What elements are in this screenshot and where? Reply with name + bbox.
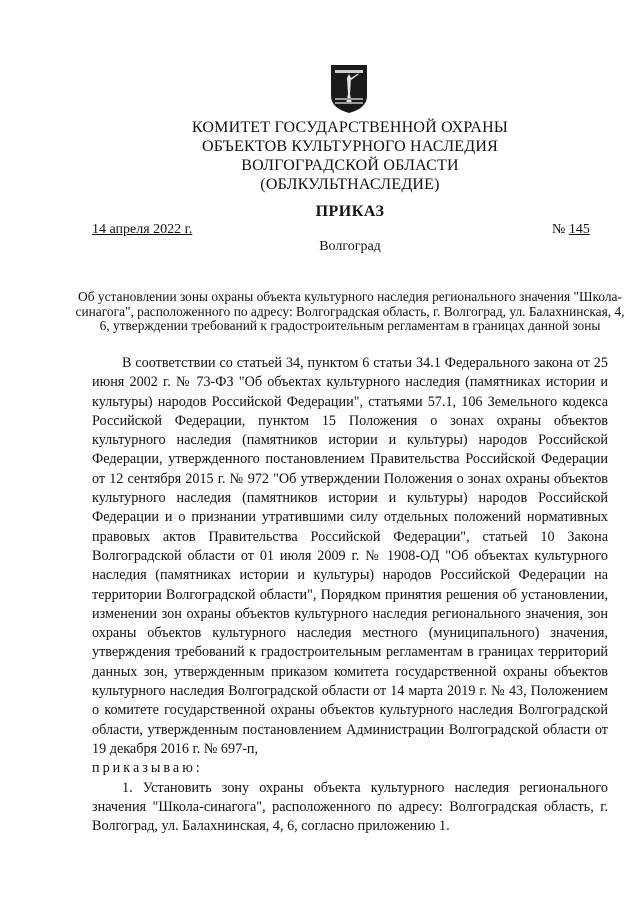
document-type: ПРИКАЗ	[315, 203, 385, 220]
order-word: приказываю:	[92, 760, 203, 777]
org-line-2: ОБЪЕКТОВ КУЛЬТУРНОГО НАСЛЕДИЯ	[201, 138, 499, 155]
organization-name	[0, 118, 640, 194]
coat-of-arms-icon	[330, 64, 368, 114]
document-number	[552, 222, 590, 238]
document-body	[92, 354, 608, 836]
number-label: №	[552, 222, 566, 237]
document-date: 14 апреля 2022 г.	[92, 222, 193, 237]
document-city: Волгоград	[319, 239, 381, 254]
item-1-paragraph: 1. Установить зону охраны объекта культурного наследия регионального значения "Школа-синагога", расположенного по адресу: Волгоградская область, г. Волгоград, ул. Балахнинская, 4, 6, согласно приложению 1.	[92, 779, 608, 835]
preamble-paragraph	[92, 354, 608, 759]
org-line-3: ВОЛГОГРАДСКОЙ ОБЛАСТИ	[241, 157, 459, 174]
order-paragraph	[92, 759, 608, 778]
org-line-1: КОМИТЕТ ГОСУДАРСТВЕННОЙ ОХРАНЫ	[191, 119, 509, 136]
number-value: 145	[568, 222, 590, 237]
org-line-4: (ОБЛКУЛЬТНАСЛЕДИЕ)	[260, 176, 440, 193]
preamble-text: В соответствии со статьей 34, пунктом 6 статьи 34.1 Федерального закона от 25 июня 2002 г. № 73-ФЗ "Об объектах культурного наследия (памятниках истории и культуры) народов Российской Федерации", статьями 57.1, 106 Земельного кодекса Российской Федерации, пунктом 15 Положения о зонах охраны объектов культурного наследия (памятников истории и культуры) народов Российской Федерации, утвержденного постановлением Правительства Российской Федерации от 12 сентября 2015 г. № 972 "Об утверждении Положения о зонах охраны объектов культурного наследия (памятников истории и культуры) народов Российской Федерации и о признании утратившими силу отдельных положений нормативных правовых актов Правительства Российской Федерации", статьей 10 Закона Волгоградской области от 01 июля 2009 г. № 1908-ОД "Об объектах культурного наследия (памятниках истории и культуры) народов Российской Федерации на территории Волгоградской области", Порядком принятия решения об установлении, изменении зон охраны объектов культурного наследия регионального значения, зон охраны объектов культурного наследия местного (муниципального) значения, утверждения требований к градостроительным регламентам в границах территорий данных зон, утвержденным приказом комитета государственной охраны объектов культурного наследия Волгоградской области от 14 марта 2019 г. № 43, Положением о комитете государственной охраны объектов культурного наследия Волгоградской области, утвержденным постановлением Администрации Волгоградской области от 19 декабря 2016 г. № 697-п,	[92, 355, 608, 757]
document-subject: Об установлении зоны охраны объекта культурного наследия регионального значения "Школа-синагога", расположенного по адресу: Волгоградская область, г. Волгоград, ул. Балахнинская, 4, 6, утверждении требований к градостроительным регламентам в границах данной зоны	[75, 289, 625, 333]
